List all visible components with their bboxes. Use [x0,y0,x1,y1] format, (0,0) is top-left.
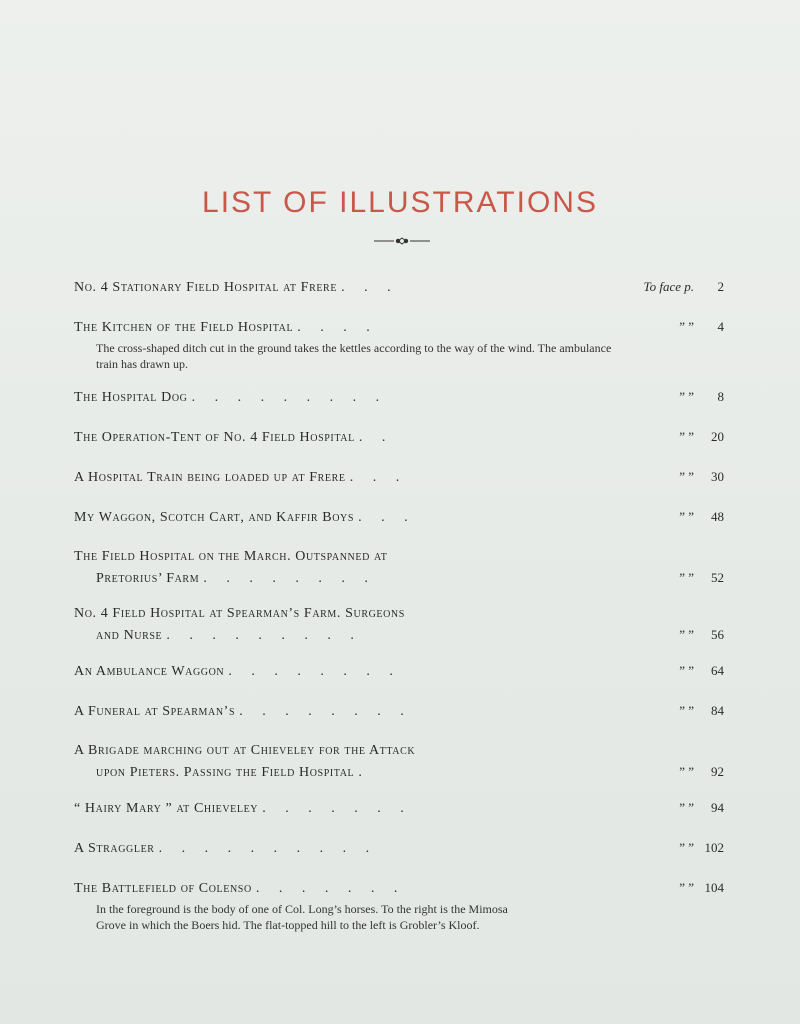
page-number: 84 [711,703,724,718]
ditto-marks: ” ” [679,389,694,404]
list-item [74,660,724,682]
list-item [74,740,724,783]
entry-row [74,740,724,761]
leader-dots: . . . . . . . [255,881,406,896]
entry-caption: The cross-shaped ditch cut in the ground takes the kettles according to the way of the wind. The ambulance train has drawn up. [96,341,612,371]
page-number: 64 [711,663,724,678]
ditto-marks: ” ” [679,429,694,444]
leader-dots: . . . . . . . . . . [158,841,378,856]
page-number: 94 [711,800,724,815]
to-face-label: To face p. [643,279,694,294]
page-number: 56 [711,627,724,642]
entry-title: The Field Hospital on the March. Outspanned at [74,549,388,564]
page-number: 2 [717,279,724,294]
entry-title: No. 4 Stationary Field Hospital at Frere . . . [74,280,399,295]
list-item [74,877,724,933]
page-reference [634,797,724,818]
entry-row [74,700,724,722]
page-reference [634,567,724,588]
entry-row [74,316,724,338]
page-number: 52 [711,570,724,585]
page-title: LIST OF ILLUSTRATIONS [202,186,598,219]
entry-title: A Straggler . . . . . . . . . . [74,841,378,856]
leader-dots: . . . . . . . . . [191,390,388,405]
page-number: 30 [711,469,724,484]
entry-title: A Hospital Train being loaded up at Frere . . . [74,470,408,485]
page-reference [634,761,724,782]
list-item [74,276,724,298]
ditto-marks: ” ” [679,764,694,779]
leader-dots: . . . [349,470,408,485]
entry-row [74,546,724,567]
entry-row [74,761,724,783]
page-reference [634,466,724,487]
page-number: 4 [717,319,724,334]
entry-title: A Brigade marching out at Chieveley for the Attack [74,743,416,758]
entry-title: My Waggon, Scotch Cart, and Kaffir Boys . . . [74,510,416,525]
list-item [74,316,724,372]
list-item [74,386,724,408]
entry-row [74,660,724,682]
entry-row [74,276,724,298]
list-item [74,837,724,859]
ditto-marks: ” ” [679,880,694,895]
entry-row [74,797,724,819]
entry-title: “ Hairy Mary ” at Chieveley . . . . . . . [74,801,412,816]
leader-dots: . . . . . . . . [239,704,412,719]
ditto-marks: ” ” [679,509,694,524]
page-reference [634,276,724,297]
ditto-marks: ” ” [679,570,694,585]
ornament-divider [372,236,432,246]
page-number: 8 [717,389,724,404]
entry-row [74,603,724,624]
leader-dots: . . [358,430,394,445]
entry-row [74,386,724,408]
entry-row [74,877,724,899]
list-item [74,797,724,819]
entry-title: The Operation-Tent of No. 4 Field Hospital . . [74,430,394,445]
entry-row [74,506,724,528]
page-reference [634,316,724,337]
list-item [74,700,724,722]
ditto-marks: ” ” [679,703,694,718]
illustrations-list [74,276,724,933]
page-reference [634,700,724,721]
page-number: 48 [711,509,724,524]
entry-row [74,567,724,589]
list-item [74,603,724,646]
page-number: 104 [704,880,724,895]
page-reference [634,837,724,858]
entry-caption: In the foreground is the body of one of Col. Long’s horses. To the right is the Mimosa Grove in which the Boers hid. The flat-topped hill to the left is Grobler’s Kloof. [96,902,508,932]
leader-dots: . . . . . . . [262,801,412,816]
leader-dots: . . . . . . . . [203,571,376,586]
page-reference [634,386,724,407]
ditto-marks: ” ” [679,663,694,678]
entry-title: The Hospital Dog . . . . . . . . . [74,390,388,405]
page-reference [634,426,724,447]
ditto-marks: ” ” [679,469,694,484]
entry-title: The Kitchen of the Field Hospital . . . . [74,320,378,335]
entry-row [74,426,724,448]
page-number: 102 [704,840,724,855]
page-number: 20 [711,429,724,444]
entry-title: and Nurse . . . . . . . . . [96,628,362,643]
ditto-marks: ” ” [679,627,694,642]
leader-dots: . [358,765,370,780]
ditto-marks: ” ” [679,800,694,815]
list-item [74,426,724,448]
entry-row [74,466,724,488]
page-reference [634,877,724,898]
entry-title: upon Pieters. Passing the Field Hospital . [96,765,370,780]
entry-title: Pretorius’ Farm . . . . . . . . [96,571,376,586]
entry-row [74,837,724,859]
entry-row [74,624,724,646]
entry-title: No. 4 Field Hospital at Spearman’s Farm. Surgeons [74,606,405,621]
entry-title: A Funeral at Spearman’s . . . . . . . . [74,704,412,719]
page-reference [634,624,724,645]
page-number: 92 [711,764,724,779]
page-reference [634,660,724,681]
leader-dots: . . . . [297,320,378,335]
leader-dots: . . . . . . . . . [166,628,362,643]
ditto-marks: ” ” [679,840,694,855]
ditto-marks: ” ” [679,319,694,334]
leader-dots: . . . [341,280,399,295]
page-reference [634,506,724,527]
list-item [74,466,724,488]
list-item [74,506,724,528]
entry-title: An Ambulance Waggon . . . . . . . . [74,664,401,679]
leader-dots: . . . [358,510,416,525]
list-item [74,546,724,589]
leader-dots: . . . . . . . . [228,664,401,679]
entry-title: The Battlefield of Colenso . . . . . . . [74,881,406,896]
